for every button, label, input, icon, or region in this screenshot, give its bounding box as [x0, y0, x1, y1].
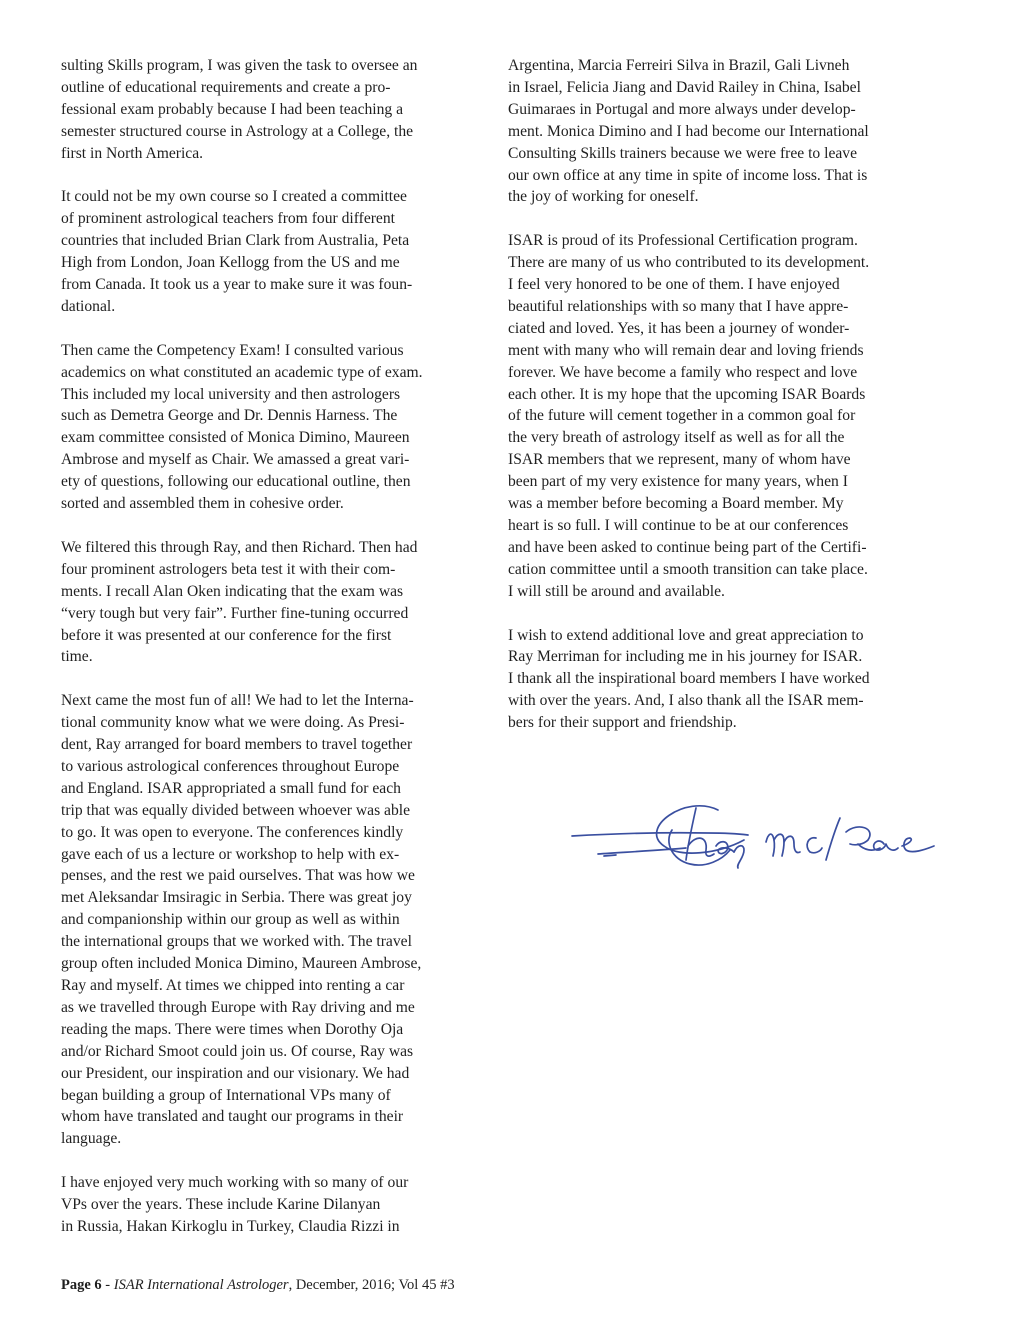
text-line: beautiful relationships with so many that I have appre-	[508, 297, 849, 315]
text-line: such as Demetra George and Dr. Dennis Harness. The	[61, 407, 398, 425]
footer-separator: -	[101, 1277, 114, 1293]
text-line: It could not be my own course so I created a committee	[61, 188, 407, 206]
text-line: sulting Skills program, I was given the task to oversee an	[61, 57, 418, 74]
text-line: and have been asked to continue being part of the Certifi-	[508, 538, 867, 556]
text-line: group often included Monica Dimino, Maureen Ambrose,	[61, 955, 422, 973]
text-line: of the future will cement together in a common goal for	[508, 407, 856, 425]
text-line: Next came the most fun of all! We had to let the Interna-	[61, 692, 414, 710]
paragraph	[61, 55, 491, 165]
paragraph	[61, 340, 491, 515]
text-line: Consulting Skills trainers because we were free to leave	[508, 144, 858, 162]
text-line: with over the years. And, I also thank all the ISAR mem-	[508, 692, 864, 710]
text-line: VPs over the years. These include Karine Dilanyan	[61, 1196, 381, 1214]
paragraph-gap	[61, 668, 491, 690]
text-line: met Aleksandar Imsiragic in Serbia. There was great joy	[61, 889, 412, 907]
paragraph-gap	[61, 1150, 491, 1172]
text-line: first in North America.	[61, 144, 204, 162]
text-line: to go. It was open to everyone. The conferences kindly	[61, 823, 404, 841]
text-line: I will still be around and available.	[508, 582, 725, 600]
text-line: penses, and the rest we paid ourselves. That was how we	[61, 867, 415, 885]
text-line: began building a group of International VPs many of	[61, 1086, 391, 1104]
text-line: each other. It is my hope that the upcoming ISAR Boards	[508, 385, 866, 403]
text-line: ISAR members that we represent, many of whom have	[508, 451, 851, 469]
text-line: dent, Ray arranged for board members to travel together	[61, 736, 413, 754]
paragraph	[61, 186, 491, 317]
text-line: I feel very honored to be one of them. I have enjoyed	[508, 276, 840, 294]
text-line: was a member before becoming a Board member. My	[508, 495, 844, 513]
page-footer	[61, 1276, 455, 1294]
text-line: language.	[61, 1130, 122, 1148]
paragraph	[61, 1172, 491, 1238]
article-right-column	[508, 55, 940, 734]
text-line: academics on what constituted an academic type of exam.	[61, 363, 423, 381]
text-line: countries that included Brian Clark from Australia, Peta	[61, 232, 410, 250]
text-line: We filtered this through Ray, and then Richard. Then had	[61, 538, 418, 556]
text-line: Then came the Competency Exam! I consulted various	[61, 341, 404, 359]
text-line: ciated and loved. Yes, it has been a journey of wonder-	[508, 319, 850, 337]
text-line: exam committee consisted of Monica Dimino, Maureen	[61, 429, 410, 447]
text-line: fessional exam probably because I had been teaching a	[61, 100, 404, 118]
text-line: outline of educational requirements and create a pro-	[61, 78, 391, 96]
text-line: to various astrological conferences throughout Europe	[61, 757, 400, 775]
text-line: Ambrose and myself as Chair. We amassed a great vari-	[61, 451, 410, 469]
text-line: the joy of working for oneself.	[508, 188, 699, 206]
text-line: reading the maps. There were times when Dorothy Oja	[61, 1020, 404, 1038]
text-line: heart is so full. I will continue to be at our conferences	[508, 517, 849, 535]
signature-icon	[568, 788, 938, 888]
text-line: bers for their support and friendship.	[508, 714, 737, 732]
text-line: time.	[61, 648, 93, 666]
text-line: and companionship within our group as well as within	[61, 911, 400, 929]
text-line: ment. Monica Dimino and I had become our International	[508, 122, 869, 140]
paragraph	[61, 690, 491, 1150]
text-line: High from London, Joan Kellogg from the US and me	[61, 254, 400, 272]
publication-name: ISAR International Astrologer	[113, 1277, 289, 1293]
paragraph	[508, 230, 940, 602]
text-line: and England. ISAR appropriated a small fund for each	[61, 779, 401, 797]
text-line: sorted and assembled them in cohesive order.	[61, 495, 344, 513]
text-line: tional community know what we were doing. As Presi-	[61, 714, 405, 732]
text-line: There are many of us who contributed to its development.	[508, 254, 870, 272]
text-line: as we travelled through Europe with Ray driving and me	[61, 998, 415, 1016]
text-line: before it was presented at our conference for the first	[61, 626, 392, 644]
text-line: four prominent astrologers beta test it with their com-	[61, 560, 396, 578]
article-left-column	[61, 55, 491, 1238]
text-line: I thank all the inspirational board members I have worked	[508, 670, 870, 688]
text-line: gave each of us a lecture or workshop to help with ex-	[61, 845, 400, 863]
text-line: been part of my very existence for many years, when I	[508, 473, 848, 491]
text-line: “very tough but very fair”. Further fine-tuning occurred	[61, 604, 409, 622]
text-line: Argentina, Marcia Ferreiri Silva in Brazil, Gali Livneh	[508, 57, 850, 74]
text-line: the very breath of astrology itself as well as for all the	[508, 429, 845, 447]
text-line: of prominent astrological teachers from four different	[61, 210, 395, 228]
text-line: our own office at any time in spite of income loss. That is	[508, 166, 868, 184]
text-line: semester structured course in Astrology at a College, the	[61, 122, 414, 140]
text-line: ety of questions, following our educational outline, then	[61, 473, 411, 491]
text-line: in Russia, Hakan Kirkoglu in Turkey, Claudia Rizzi in	[61, 1217, 400, 1235]
text-line: forever. We have become a family who respect and love	[508, 363, 858, 381]
paragraph-gap	[61, 318, 491, 340]
text-line: Guimaraes in Portugal and more always under develop-	[508, 100, 856, 118]
text-line: dational.	[61, 297, 116, 315]
text-line: I have enjoyed very much working with so many of our	[61, 1174, 409, 1192]
paragraph-gap	[61, 515, 491, 537]
text-line: whom have translated and taught our programs in their	[61, 1108, 404, 1126]
text-line: This included my local university and then astrologers	[61, 385, 401, 403]
paragraph-gap	[508, 208, 940, 230]
issue-info: , December, 2016; Vol 45 #3	[288, 1277, 455, 1293]
text-line: our President, our inspiration and our visionary. We had	[61, 1064, 410, 1082]
text-line: and/or Richard Smoot could join us. Of course, Ray was	[61, 1042, 414, 1060]
paragraph-gap	[508, 603, 940, 625]
text-line: ments. I recall Alan Oken indicating that the exam was	[61, 582, 404, 600]
text-line: the international groups that we worked with. The travel	[61, 933, 412, 951]
text-line: ment with many who will remain dear and loving friends	[508, 341, 864, 359]
paragraph-gap	[61, 165, 491, 187]
text-line: Ray Merriman for including me in his journey for ISAR.	[508, 648, 863, 666]
text-line: from Canada. It took us a year to make sure it was foun-	[61, 276, 413, 294]
paragraph	[508, 625, 940, 735]
paragraph	[508, 55, 940, 208]
text-line: Ray and myself. At times we chipped into renting a car	[61, 977, 405, 994]
text-line: ISAR is proud of its Professional Certification program.	[508, 232, 858, 250]
paragraph	[61, 537, 491, 668]
author-signature	[568, 788, 938, 888]
text-line: I wish to extend additional love and great appreciation to	[508, 626, 864, 644]
text-line: trip that was equally divided between whoever was able	[61, 801, 411, 819]
page-number: Page 6	[61, 1277, 102, 1293]
text-line: cation committee until a smooth transition can take place.	[508, 560, 868, 578]
text-line: in Israel, Felicia Jiang and David Railey in China, Isabel	[508, 78, 861, 96]
